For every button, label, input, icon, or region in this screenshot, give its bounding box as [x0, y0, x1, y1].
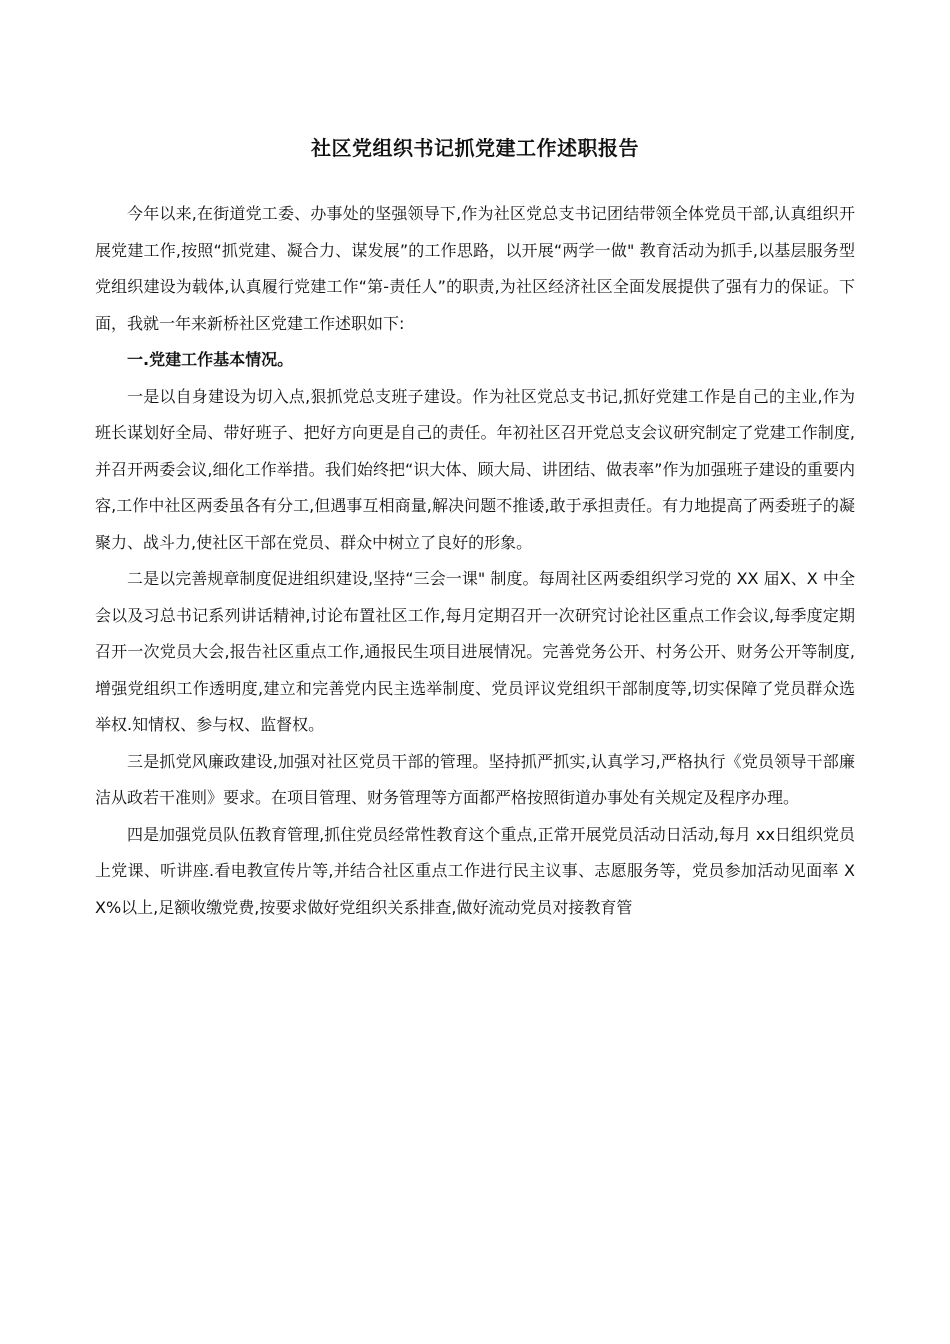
- paragraph-3: 三是抓党风廉政建设,加强对社区党员干部的管理。坚持抓严抓实,认真学习,严格执行《党员领导干部廉洁从政若干准则》要求。在项目管理、财务管理等方面都严格按照街道办事处有关规定及程序办理。: [95, 751, 855, 807]
- section-heading: 一.党建工作基本情况。: [127, 350, 294, 369]
- paragraph-4: 四是加强党员队伍教育管理,抓住党员经常性教育这个重点,正常开展党员活动日活动,每月 xx日组织党员上党课、听讲座.看电教宣传片等,并结合社区重点工作进行民主议事、志愿服务等，党员参加活动见面率 XX%以上,足额收缴党费,按要求做好党组织关系排查,做好流动党员对接教育管: [95, 824, 855, 917]
- paragraph-1: 一是以自身建设为切入点,狠抓党总支班子建设。作为社区党总支书记,抓好党建工作是自己的主业,作为班长谋划好全局、带好班子、把好方向更是自己的责任。年初社区召开党总支会议研究制定了党建工作制度,并召开两委会议,细化工作举措。我们始终把“识大体、顾大局、讲团结、做表率”作为加强班子建设的重要内容,工作中社区两委虽各有分工,但遇事互相商量,解决问题不推诿,敢于承担责任。有力地提高了两委班子的凝聚力、战斗力,使社区干部在党员、群众中树立了良好的形象。: [95, 386, 855, 552]
- document-body: [95, 196, 855, 926]
- intro-paragraph: 今年以来,在街道党工委、办事处的坚强领导下,作为社区党总支书记团结带领全体党员干部,认真组织开展党建工作,按照“抓党建、凝合力、谋发展”的工作思路，以开展“两学一做" 教育活动为抓手,以基层服务型党组织建设为载体,认真履行党建工作“第-责任人”的职责,为社区经济社区全面发展提供了强有力的保证。下面，我就一年来新桥社区党建工作述职如下:: [95, 204, 855, 333]
- document-title: 社区党组织书记抓党建工作述职报告: [311, 136, 639, 160]
- paragraph-2: 二是以完善规章制度促进组织建设,坚持“三会一课" 制度。每周社区两委组织学习党的 XX 届X、X 中全会以及习总书记系列讲话精神,讨论布置社区工作,每月定期召开一次研究讨论社区重点工作会议,每季度定期召开一次党员大会,报告社区重点工作,通报民生项目进展情况。完善党务公开、村务公开、财务公开等制度,增强党组织工作透明度,建立和完善党内民主选举制度、党员评议党组织干部制度等,切实保障了党员群众选举权.知情权、参与权、监督权。: [95, 569, 855, 734]
